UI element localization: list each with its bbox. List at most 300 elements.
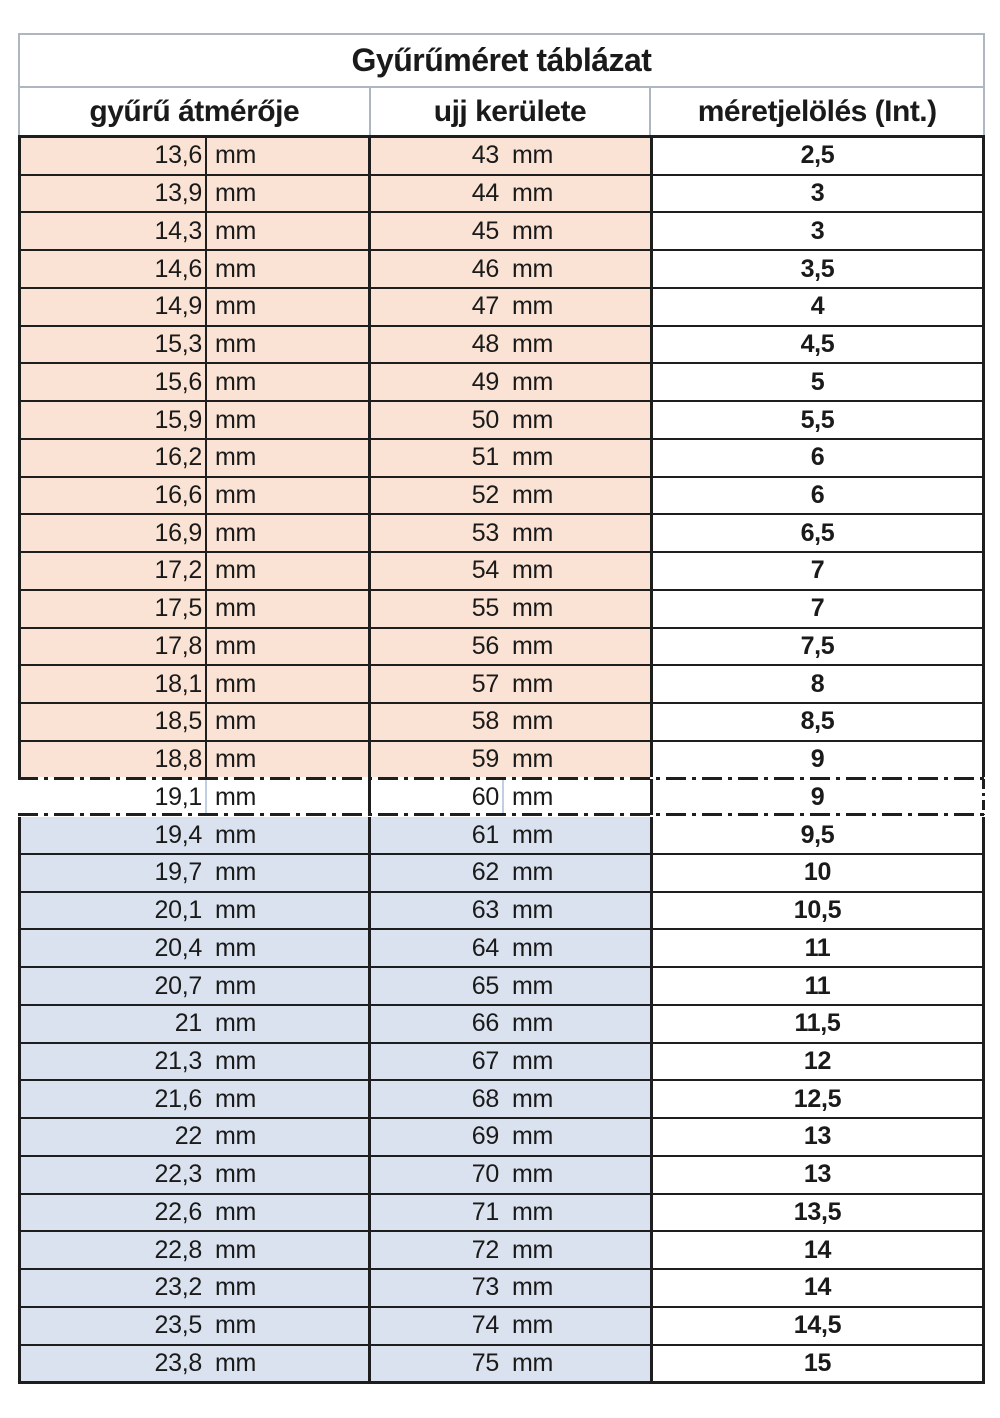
circumference-value-cell[interactable] — [368, 666, 502, 702]
size-cell[interactable] — [650, 930, 985, 966]
diameter-value: 14,6 — [154, 254, 202, 283]
table-row — [18, 666, 985, 704]
circumference-value: 60 — [471, 782, 499, 811]
header-cell-circumference[interactable] — [369, 88, 650, 135]
size-cell[interactable] — [650, 1308, 985, 1344]
diameter-value-cell[interactable] — [18, 779, 205, 815]
diameter-unit: mm — [215, 292, 257, 321]
circumference-value-cell[interactable] — [368, 402, 502, 438]
size-value: 8,5 — [800, 707, 835, 736]
circumference-value-cell[interactable] — [368, 440, 502, 476]
circumference-value-cell[interactable] — [368, 817, 502, 853]
circumference-unit: mm — [512, 594, 554, 623]
diameter-unit-cell[interactable] — [205, 742, 368, 778]
diameter-value-cell[interactable] — [18, 364, 205, 400]
diameter-value-cell[interactable] — [18, 553, 205, 589]
diameter-value-cell[interactable] — [18, 742, 205, 778]
diameter-unit: mm — [215, 820, 257, 849]
circumference-value-cell[interactable] — [368, 930, 502, 966]
size-value: 10,5 — [793, 896, 842, 925]
diameter-value: 22,3 — [154, 1160, 202, 1189]
table-row — [18, 1044, 985, 1082]
diameter-value: 17,5 — [154, 594, 202, 623]
diameter-unit: mm — [215, 1009, 257, 1038]
size-cell[interactable] — [650, 402, 985, 438]
circumference-unit: mm — [512, 896, 554, 925]
diameter-unit-cell[interactable] — [205, 817, 368, 853]
size-value: 7 — [810, 556, 825, 585]
circumference-unit-cell[interactable] — [502, 968, 650, 1004]
table-row — [18, 591, 985, 629]
circumference-unit-cell[interactable] — [502, 629, 650, 665]
diameter-value-cell[interactable] — [18, 930, 205, 966]
size-cell[interactable] — [650, 327, 985, 363]
circumference-value: 46 — [471, 254, 499, 283]
size-cell[interactable] — [650, 817, 985, 853]
size-cell[interactable] — [650, 1081, 985, 1117]
size-cell[interactable] — [650, 704, 985, 740]
diameter-unit-cell[interactable] — [205, 779, 368, 815]
diameter-value-cell[interactable] — [18, 138, 205, 174]
size-cell[interactable] — [650, 364, 985, 400]
diameter-unit: mm — [215, 330, 257, 359]
circumference-value: 47 — [471, 292, 499, 321]
circumference-unit-cell[interactable] — [502, 213, 650, 249]
table-row — [18, 402, 985, 440]
size-value: 2,5 — [800, 141, 835, 170]
circumference-value: 61 — [471, 820, 499, 849]
size-cell[interactable] — [650, 213, 985, 249]
size-cell[interactable] — [650, 478, 985, 514]
diameter-value: 17,8 — [154, 631, 202, 660]
circumference-value-cell[interactable] — [368, 1308, 502, 1344]
diameter-value: 15,3 — [154, 330, 202, 359]
size-cell[interactable] — [650, 251, 985, 287]
size-value: 11,5 — [794, 1009, 841, 1038]
table-row — [18, 1006, 985, 1044]
size-cell[interactable] — [650, 779, 985, 815]
size-cell[interactable] — [650, 515, 985, 551]
circumference-value: 75 — [471, 1348, 499, 1377]
diameter-unit-cell[interactable] — [205, 704, 368, 740]
table-title-cell[interactable] — [18, 33, 985, 88]
circumference-unit-cell[interactable] — [502, 1006, 650, 1042]
circumference-value-cell[interactable] — [368, 327, 502, 363]
table-row — [18, 289, 985, 327]
diameter-unit-cell[interactable] — [205, 440, 368, 476]
circumference-value: 68 — [471, 1084, 499, 1113]
diameter-unit-cell[interactable] — [205, 138, 368, 174]
diameter-value-cell[interactable] — [18, 817, 205, 853]
diameter-unit: mm — [215, 518, 257, 547]
circumference-value-cell[interactable] — [368, 251, 502, 287]
size-cell[interactable] — [650, 666, 985, 702]
circumference-value-cell[interactable] — [368, 629, 502, 665]
size-cell[interactable] — [650, 1157, 985, 1193]
circumference-unit: mm — [512, 1311, 554, 1340]
circumference-value-cell[interactable] — [368, 742, 502, 778]
size-cell[interactable] — [650, 289, 985, 325]
table-row — [18, 855, 985, 893]
circumference-value-cell[interactable] — [368, 968, 502, 1004]
size-cell[interactable] — [650, 591, 985, 627]
diameter-value-cell[interactable] — [18, 1081, 205, 1117]
circumference-unit: mm — [512, 1235, 554, 1264]
diameter-unit-cell[interactable] — [205, 1232, 368, 1268]
size-value: 10 — [803, 858, 832, 887]
diameter-unit-cell[interactable] — [205, 930, 368, 966]
size-value: 11 — [804, 933, 831, 962]
diameter-unit-cell[interactable] — [205, 478, 368, 514]
circumference-unit-cell[interactable] — [502, 289, 650, 325]
circumference-value: 72 — [471, 1235, 499, 1264]
diameter-unit-cell[interactable] — [205, 968, 368, 1004]
circumference-value-cell[interactable] — [368, 1119, 502, 1155]
size-value: 13 — [803, 1160, 832, 1189]
circumference-unit: mm — [512, 1197, 554, 1226]
diameter-unit-cell[interactable] — [205, 1006, 368, 1042]
diameter-unit: mm — [215, 1197, 257, 1226]
circumference-unit-cell[interactable] — [502, 930, 650, 966]
diameter-unit-cell[interactable] — [205, 213, 368, 249]
circumference-value-cell[interactable] — [368, 1195, 502, 1231]
diameter-unit-cell[interactable] — [205, 553, 368, 589]
table-row — [18, 1232, 985, 1270]
size-value: 6 — [810, 443, 825, 472]
diameter-unit-cell[interactable] — [205, 591, 368, 627]
circumference-unit-cell[interactable] — [502, 478, 650, 514]
diameter-value-cell[interactable] — [18, 402, 205, 438]
table-row — [18, 1195, 985, 1233]
circumference-unit: mm — [512, 443, 554, 472]
circumference-unit-cell[interactable] — [502, 855, 650, 891]
circumference-unit-cell[interactable] — [502, 1195, 650, 1231]
diameter-unit: mm — [215, 254, 257, 283]
circumference-unit-cell[interactable] — [502, 1346, 650, 1382]
table-row — [18, 893, 985, 931]
circumference-unit-cell[interactable] — [502, 402, 650, 438]
diameter-unit: mm — [215, 1122, 257, 1151]
circumference-unit-cell[interactable] — [502, 1119, 650, 1155]
size-value: 7,5 — [800, 631, 835, 660]
circumference-unit-cell[interactable] — [502, 251, 650, 287]
diameter-unit-cell[interactable] — [205, 251, 368, 287]
circumference-unit: mm — [512, 631, 554, 660]
diameter-value: 23,5 — [154, 1311, 202, 1340]
size-cell[interactable] — [650, 440, 985, 476]
size-value: 13,5 — [793, 1197, 842, 1226]
diameter-value: 14,9 — [154, 292, 202, 321]
diameter-unit-cell[interactable] — [205, 327, 368, 363]
circumference-value-cell[interactable] — [368, 779, 502, 815]
diameter-value-cell[interactable] — [18, 1270, 205, 1306]
circumference-unit: mm — [512, 518, 554, 547]
diameter-value: 15,9 — [154, 405, 202, 434]
size-value: 6 — [810, 480, 825, 509]
diameter-value: 18,5 — [154, 707, 202, 736]
diameter-value-cell[interactable] — [18, 327, 205, 363]
table-row — [18, 968, 985, 1006]
size-value: 3,5 — [800, 254, 835, 283]
circumference-value: 45 — [471, 216, 499, 245]
diameter-value: 18,1 — [154, 669, 202, 698]
ring-size-table — [18, 33, 985, 1384]
diameter-unit: mm — [215, 1273, 257, 1302]
circumference-unit-cell[interactable] — [502, 893, 650, 929]
diameter-value: 20,1 — [154, 896, 202, 925]
size-value: 14 — [803, 1273, 832, 1302]
size-cell[interactable] — [650, 1270, 985, 1306]
diameter-unit-cell[interactable] — [205, 1195, 368, 1231]
header-label-size: méretjelölés (Int.) — [697, 94, 937, 128]
table-row — [18, 704, 985, 742]
diameter-unit-cell[interactable] — [205, 402, 368, 438]
diameter-value-cell[interactable] — [18, 213, 205, 249]
diameter-value-cell[interactable] — [18, 176, 205, 212]
circumference-unit-cell[interactable] — [502, 138, 650, 174]
circumference-unit-cell[interactable] — [502, 1157, 650, 1193]
size-cell[interactable] — [650, 553, 985, 589]
diameter-unit: mm — [215, 933, 257, 962]
diameter-value: 20,7 — [154, 971, 202, 1000]
size-cell[interactable] — [650, 1232, 985, 1268]
circumference-value-cell[interactable] — [368, 855, 502, 891]
size-cell[interactable] — [650, 138, 985, 174]
diameter-unit-cell[interactable] — [205, 855, 368, 891]
circumference-value-cell[interactable] — [368, 289, 502, 325]
size-value: 13 — [803, 1122, 832, 1151]
circumference-unit: mm — [512, 480, 554, 509]
table-row — [18, 251, 985, 289]
circumference-value-cell[interactable] — [368, 1006, 502, 1042]
circumference-unit-cell[interactable] — [502, 327, 650, 363]
table-row-selected — [18, 779, 985, 817]
size-cell[interactable] — [650, 893, 985, 929]
diameter-value-cell[interactable] — [18, 440, 205, 476]
size-value: 4,5 — [800, 330, 835, 359]
diameter-unit: mm — [215, 405, 257, 434]
diameter-value-cell[interactable] — [18, 1346, 205, 1382]
diameter-unit-cell[interactable] — [205, 1081, 368, 1117]
circumference-value-cell[interactable] — [368, 364, 502, 400]
diameter-unit-cell[interactable] — [205, 1119, 368, 1155]
circumference-unit-cell[interactable] — [502, 591, 650, 627]
diameter-unit: mm — [215, 1311, 257, 1340]
diameter-value: 18,8 — [154, 745, 202, 774]
diameter-unit: mm — [215, 1046, 257, 1075]
circumference-value-cell[interactable] — [368, 1081, 502, 1117]
diameter-unit: mm — [215, 367, 257, 396]
circumference-value: 50 — [471, 405, 499, 434]
diameter-value-cell[interactable] — [18, 289, 205, 325]
diameter-value-cell[interactable] — [18, 1044, 205, 1080]
diameter-value-cell[interactable] — [18, 591, 205, 627]
diameter-unit-cell[interactable] — [205, 1308, 368, 1344]
diameter-unit-cell[interactable] — [205, 1270, 368, 1306]
circumference-unit-cell[interactable] — [502, 779, 650, 815]
diameter-value-cell[interactable] — [18, 1006, 205, 1042]
circumference-unit-cell[interactable] — [502, 666, 650, 702]
diameter-unit: mm — [215, 896, 257, 925]
circumference-value-cell[interactable] — [368, 704, 502, 740]
diameter-value: 22,6 — [154, 1197, 202, 1226]
table-row — [18, 478, 985, 516]
size-value: 5 — [810, 367, 825, 396]
circumference-value-cell[interactable] — [368, 213, 502, 249]
table-row — [18, 138, 985, 176]
selection-marquee-right — [982, 779, 985, 815]
circumference-value-cell[interactable] — [368, 1346, 502, 1382]
diameter-value: 16,2 — [154, 443, 202, 472]
circumference-unit: mm — [512, 141, 554, 170]
diameter-value-cell[interactable] — [18, 893, 205, 929]
circumference-unit: mm — [512, 971, 554, 1000]
size-cell[interactable] — [650, 1006, 985, 1042]
header-cell-diameter[interactable] — [20, 88, 369, 135]
diameter-value-cell[interactable] — [18, 251, 205, 287]
size-cell[interactable] — [650, 1346, 985, 1382]
diameter-value: 16,9 — [154, 518, 202, 547]
diameter-unit-cell[interactable] — [205, 176, 368, 212]
circumference-unit-cell[interactable] — [502, 364, 650, 400]
circumference-value-cell[interactable] — [368, 1044, 502, 1080]
circumference-value-cell[interactable] — [368, 591, 502, 627]
diameter-unit-cell[interactable] — [205, 1157, 368, 1193]
circumference-unit-cell[interactable] — [502, 817, 650, 853]
size-cell[interactable] — [650, 1119, 985, 1155]
diameter-unit: mm — [215, 707, 257, 736]
table-row — [18, 553, 985, 591]
diameter-unit-cell[interactable] — [205, 289, 368, 325]
size-value: 3 — [810, 216, 825, 245]
diameter-unit: mm — [215, 745, 257, 774]
table-row — [18, 327, 985, 365]
diameter-value: 13,6 — [154, 141, 202, 170]
diameter-value: 19,4 — [154, 820, 202, 849]
circumference-unit: mm — [512, 179, 554, 208]
header-label-circumference: ujj kerülete — [433, 94, 587, 128]
circumference-unit: mm — [512, 669, 554, 698]
circumference-value-cell[interactable] — [368, 1270, 502, 1306]
diameter-value-cell[interactable] — [18, 1119, 205, 1155]
circumference-unit-cell[interactable] — [502, 742, 650, 778]
table-row — [18, 742, 985, 780]
diameter-value-cell[interactable] — [18, 1195, 205, 1231]
circumference-unit: mm — [512, 820, 554, 849]
diameter-unit-cell[interactable] — [205, 1346, 368, 1382]
size-cell[interactable] — [650, 1044, 985, 1080]
diameter-unit: mm — [215, 556, 257, 585]
size-value: 9,5 — [800, 820, 835, 849]
circumference-unit-cell[interactable] — [502, 1308, 650, 1344]
circumference-unit-cell[interactable] — [502, 176, 650, 212]
diameter-unit-cell[interactable] — [205, 364, 368, 400]
diameter-value: 22,8 — [154, 1235, 202, 1264]
circumference-unit-cell[interactable] — [502, 553, 650, 589]
table-row — [18, 1346, 985, 1385]
diameter-value-cell[interactable] — [18, 478, 205, 514]
diameter-value-cell[interactable] — [18, 666, 205, 702]
table-row — [18, 176, 985, 214]
circumference-unit-cell[interactable] — [502, 440, 650, 476]
size-cell[interactable] — [650, 742, 985, 778]
circumference-unit-cell[interactable] — [502, 1270, 650, 1306]
diameter-unit-cell[interactable] — [205, 1044, 368, 1080]
diameter-value: 20,4 — [154, 933, 202, 962]
diameter-value: 23,8 — [154, 1348, 202, 1377]
diameter-unit-cell[interactable] — [205, 629, 368, 665]
circumference-unit: mm — [512, 1046, 554, 1075]
circumference-value: 48 — [471, 330, 499, 359]
circumference-value-cell[interactable] — [368, 1157, 502, 1193]
size-cell[interactable] — [650, 629, 985, 665]
selection-marquee-top — [18, 777, 985, 780]
size-cell[interactable] — [650, 1195, 985, 1231]
diameter-value-cell[interactable] — [18, 968, 205, 1004]
circumference-value: 58 — [471, 707, 499, 736]
circumference-value-cell[interactable] — [368, 1232, 502, 1268]
diameter-unit: mm — [215, 480, 257, 509]
size-value: 3 — [810, 179, 825, 208]
table-row — [18, 1119, 985, 1157]
circumference-value-cell[interactable] — [368, 176, 502, 212]
diameter-unit-cell[interactable] — [205, 515, 368, 551]
circumference-value-cell[interactable] — [368, 553, 502, 589]
circumference-value-cell[interactable] — [368, 515, 502, 551]
circumference-unit: mm — [512, 367, 554, 396]
circumference-value-cell[interactable] — [368, 893, 502, 929]
circumference-value-cell[interactable] — [368, 478, 502, 514]
header-label-diameter: gyűrű átmérője — [89, 94, 300, 128]
diameter-value-cell[interactable] — [18, 855, 205, 891]
circumference-value: 51 — [471, 443, 499, 472]
circumference-unit-cell[interactable] — [502, 515, 650, 551]
diameter-value-cell[interactable] — [18, 629, 205, 665]
size-cell[interactable] — [650, 855, 985, 891]
circumference-unit-cell[interactable] — [502, 1232, 650, 1268]
diameter-value-cell[interactable] — [18, 1308, 205, 1344]
circumference-unit-cell[interactable] — [502, 1081, 650, 1117]
circumference-value: 44 — [471, 179, 499, 208]
diameter-value-cell[interactable] — [18, 1157, 205, 1193]
size-cell[interactable] — [650, 176, 985, 212]
diameter-unit-cell[interactable] — [205, 893, 368, 929]
diameter-value: 21,3 — [154, 1046, 202, 1075]
header-cell-size[interactable] — [649, 88, 983, 135]
diameter-value: 16,6 — [154, 480, 202, 509]
table-row — [18, 1081, 985, 1119]
diameter-value-cell[interactable] — [18, 515, 205, 551]
circumference-value: 74 — [471, 1311, 499, 1340]
diameter-value-cell[interactable] — [18, 704, 205, 740]
diameter-value: 22 — [174, 1122, 202, 1151]
circumference-value: 73 — [471, 1273, 499, 1302]
circumference-unit-cell[interactable] — [502, 1044, 650, 1080]
circumference-unit-cell[interactable] — [502, 704, 650, 740]
size-value: 12 — [803, 1046, 832, 1075]
diameter-value: 21,6 — [154, 1084, 202, 1113]
circumference-value-cell[interactable] — [368, 138, 502, 174]
diameter-unit: mm — [215, 858, 257, 887]
diameter-unit: mm — [215, 179, 257, 208]
diameter-value-cell[interactable] — [18, 1232, 205, 1268]
circumference-value: 63 — [471, 896, 499, 925]
diameter-unit-cell[interactable] — [205, 666, 368, 702]
size-cell[interactable] — [650, 968, 985, 1004]
circumference-value: 55 — [471, 594, 499, 623]
circumference-unit: mm — [512, 782, 554, 811]
table-row — [18, 817, 985, 855]
